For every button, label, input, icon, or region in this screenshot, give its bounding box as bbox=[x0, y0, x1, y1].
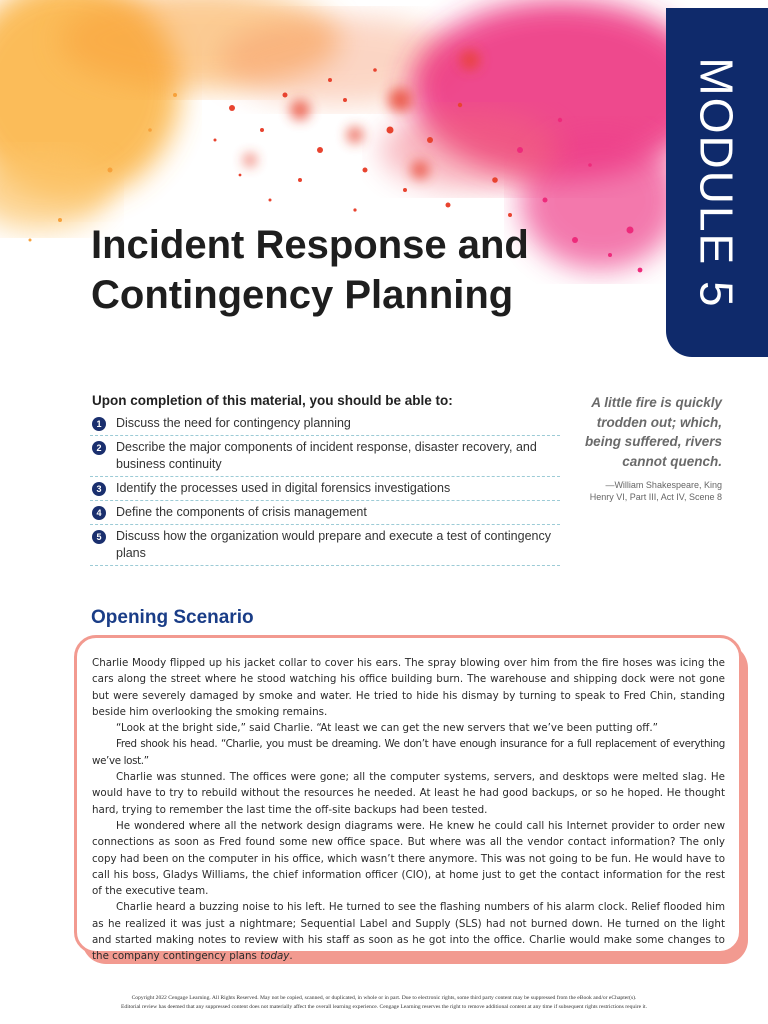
scenario-paragraph-text: Charlie heard a buzzing noise to his left. He turned to see the flashing numbers of his alarm clock. Relief flooded him as he realized it was just a nightmare; Sequential Label and Supply (SLS) had not burned down. He turned on the light and started making notes to review with his staff as soon as he got into the office. Charlie would make some changes to the company contingency plans bbox=[92, 901, 725, 963]
copyright-line1: Copyright 2022 Cengage Learning. All Rights Reserved. May not be copied, scanned, or duplicated, in whole or in part. Due to electronic rights, some third party content may be suppressed from the eBook and/or eChapter(s). bbox=[131, 995, 637, 1001]
epigraph-attribution-line2: Henry VI, Part III, Act IV, Scene 8 bbox=[589, 492, 722, 502]
scenario-paragraph: He wondered where all the network design diagrams were. He knew he could call his Internet provider to order new connections as soon as Fred found some new office space. But where was all the vendor contact information? The only copy had been on the computer in his office, which wasn’t there anymore. This was not going to be fun. He would have to call his boss, Gladys Williams, the chief information officer (CIO), at home just to get the contact information for the rest of the executive team. bbox=[92, 819, 725, 898]
objective-text: Define the components of crisis management bbox=[116, 505, 367, 519]
objective-number-badge: 3 bbox=[92, 482, 106, 496]
objective-text: Identify the processes used in digital forensics investigations bbox=[116, 481, 451, 495]
epigraph bbox=[570, 393, 722, 503]
chapter-title-line2: Contingency Planning bbox=[91, 273, 514, 317]
objective-text: Describe the major components of incident response, disaster recovery, and business continuity bbox=[116, 440, 537, 471]
objective-item bbox=[90, 412, 560, 436]
copyright-line2: Editorial review has deemed that any suppressed content does not materially affect the overall learning experience. Cengage Learning reserves the right to remove additional content at any time if subsequent rights restrictions require it. bbox=[121, 1004, 647, 1010]
scenario-paragraph: Charlie Moody flipped up his jacket collar to cover his ears. The spray blowing over him from the fire hoses was icing the cars along the street where he stood watching his office building burn. The warehouse and shipping dock were not gone but were severely damaged by smoke and water. He tried to hide his dismay by turning to speak to Fred Chin, standing beside him overlooking the smoking remains. bbox=[92, 657, 725, 718]
epigraph-attribution-line1: —William Shakespeare, King bbox=[605, 480, 722, 490]
scenario-paragraph: “Look at the bright side,” said Charlie. “At least we can get the new servers that we’ve been putting off.” bbox=[116, 722, 658, 735]
objective-item bbox=[90, 501, 560, 525]
objectives-heading: Upon completion of this material, you should be able to: bbox=[92, 393, 453, 408]
scenario-box bbox=[74, 635, 742, 963]
scenario-paragraph bbox=[92, 899, 725, 964]
objective-text: Discuss how the organization would prepare and execute a test of contingency plans bbox=[116, 529, 551, 560]
epigraph-text: A little fire is quickly trodden out; which, being suffered, rivers cannot quench. bbox=[584, 395, 722, 469]
objective-number-badge: 4 bbox=[92, 506, 106, 520]
scenario-emphasis: today bbox=[260, 950, 290, 963]
objective-number-badge: 1 bbox=[92, 417, 106, 431]
objective-item bbox=[90, 477, 560, 501]
module-label-container bbox=[666, 8, 768, 357]
scenario-paragraph: Fred shook his head. “Charlie, you must be dreaming. We don’t have enough insurance for a full replacement of everything we’ve lost.” bbox=[92, 738, 725, 767]
opening-scenario-heading: Opening Scenario bbox=[91, 607, 254, 628]
objectives-list bbox=[90, 412, 560, 566]
chapter-title bbox=[91, 220, 651, 320]
objective-item bbox=[90, 525, 560, 566]
module-label: MODULE 5 bbox=[691, 56, 744, 309]
copyright-footer bbox=[60, 994, 708, 1012]
epigraph-attribution bbox=[570, 479, 722, 503]
scenario-paragraph: Charlie was stunned. The offices were gone; all the computer systems, servers, and desktops were melted slag. He would have to try to rebuild without the resources he needed. At least he had good backups, or so he hoped. He thought hard, trying to remember the last time the off-site backups had been tested. bbox=[92, 771, 725, 816]
chapter-title-line1: Incident Response and bbox=[91, 223, 529, 267]
objective-text: Discuss the need for contingency planning bbox=[116, 416, 351, 430]
objective-number-badge: 5 bbox=[92, 530, 106, 544]
objective-number-badge: 2 bbox=[92, 441, 106, 455]
scenario-paragraph-end: . bbox=[289, 950, 293, 963]
objective-item bbox=[90, 436, 560, 477]
